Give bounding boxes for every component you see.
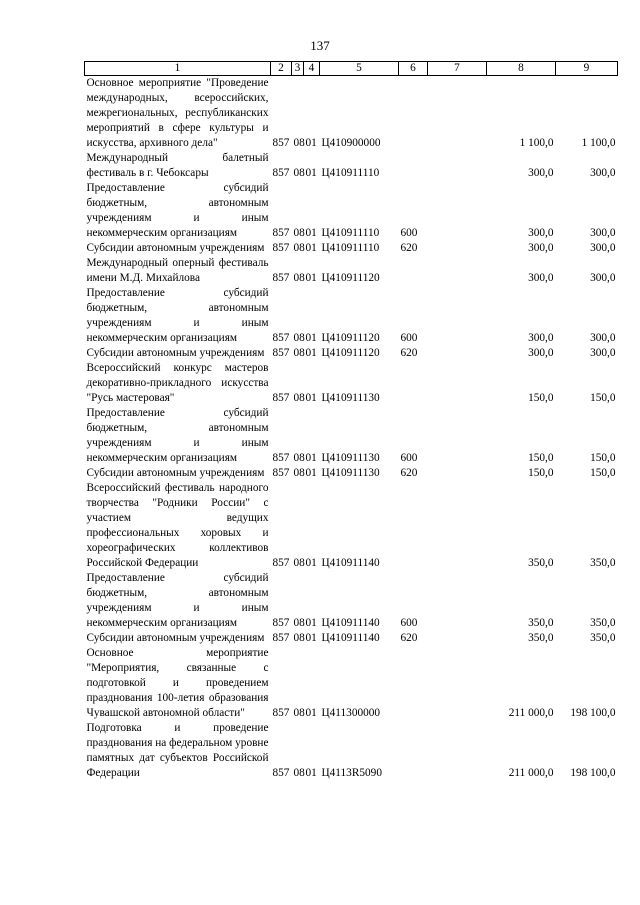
row-col7	[428, 721, 487, 781]
row-target-article: Ц410911120	[321, 347, 380, 359]
row-expense-type: 620	[400, 347, 418, 359]
row-ministry-code: 857	[272, 332, 290, 344]
row-subsection-code: 01	[305, 272, 317, 284]
row-amount-8: 350,0	[528, 632, 554, 644]
header-cell-1: 1	[85, 62, 271, 76]
row-amount-9: 300,0	[590, 347, 616, 359]
row-amount-9: 1 100,0	[581, 137, 616, 149]
table-row	[85, 346, 618, 361]
row-col7	[428, 571, 487, 631]
table-row	[85, 256, 618, 286]
row-amount-8: 300,0	[528, 227, 554, 239]
row-ministry-code: 857	[272, 767, 290, 779]
row-subsection-code: 01	[305, 242, 317, 254]
table-header	[85, 62, 618, 76]
row-section-code: 08	[293, 227, 305, 239]
row-ministry-code: 857	[272, 227, 290, 239]
row-amount-9: 300,0	[590, 272, 616, 284]
page-number: 137	[310, 38, 330, 53]
row-col7	[428, 346, 487, 361]
table-row	[85, 286, 618, 346]
row-ministry-code: 857	[272, 167, 290, 179]
row-expense-type	[399, 646, 428, 721]
row-subsection-code: 01	[305, 347, 317, 359]
row-subsection-code: 01	[305, 707, 317, 719]
header-cell-5: 5	[320, 62, 399, 76]
row-name: Субсидии автономным учреждениям	[86, 467, 265, 479]
table-row	[85, 646, 618, 721]
row-ministry-code: 857	[272, 707, 290, 719]
row-amount-9: 150,0	[590, 467, 616, 479]
row-section-code: 08	[293, 347, 305, 359]
row-target-article: Ц411300000	[321, 707, 381, 719]
header-cell-9: 9	[556, 62, 618, 76]
table-row	[85, 406, 618, 466]
table-row	[85, 181, 618, 241]
row-expense-type: 620	[400, 632, 418, 644]
row-name: Подготовка и проведение празднования на федеральном уровне памятных дат субъектов Российской Федерации	[86, 722, 269, 779]
header-cell-4: 4	[304, 62, 320, 76]
row-ministry-code: 857	[272, 617, 290, 629]
row-col7	[428, 286, 487, 346]
row-expense-type: 600	[400, 452, 418, 464]
row-ministry-code: 857	[272, 272, 290, 284]
row-name: Основное мероприятие "Проведение международных, всероссийских, межрегиональных, республиканских мероприятий в сфере культуры и искусства, архивного дела"	[86, 77, 269, 149]
row-amount-8: 350,0	[528, 557, 554, 569]
row-ministry-code: 857	[272, 452, 290, 464]
row-expense-type	[399, 151, 428, 181]
row-amount-9: 198 100,0	[570, 767, 616, 779]
row-col7	[428, 256, 487, 286]
row-amount-8: 211 000,0	[508, 707, 554, 719]
row-amount-8: 150,0	[528, 392, 554, 404]
row-name: Всероссийский фестиваль народного творчества "Родники России" с участием ведущих профессиональных хоровых и хореографических коллективов Российской Федерации	[86, 482, 269, 569]
row-target-article: Ц410911140	[321, 617, 380, 629]
row-amount-9: 350,0	[590, 617, 616, 629]
row-expense-type: 600	[400, 227, 418, 239]
row-section-code: 08	[293, 272, 305, 284]
row-col7	[428, 181, 487, 241]
row-expense-type	[399, 481, 428, 571]
row-col7	[428, 406, 487, 466]
row-section-code: 08	[293, 452, 305, 464]
row-ministry-code: 857	[272, 467, 290, 479]
row-ministry-code: 857	[272, 392, 290, 404]
row-subsection-code: 01	[305, 467, 317, 479]
row-name: Международный оперный фестиваль имени М.Д. Михайлова	[86, 257, 269, 284]
row-col7	[428, 361, 487, 406]
row-expense-type: 620	[400, 467, 418, 479]
row-col7	[428, 466, 487, 481]
row-target-article: Ц4113R5090	[321, 767, 382, 779]
table-row	[85, 361, 618, 406]
header-cell-6: 6	[399, 62, 428, 76]
row-amount-9: 150,0	[590, 452, 616, 464]
row-amount-8: 300,0	[528, 242, 554, 254]
row-expense-type	[399, 76, 428, 152]
row-section-code: 08	[293, 467, 305, 479]
row-section-code: 08	[293, 707, 305, 719]
row-subsection-code: 01	[305, 167, 317, 179]
table-row	[85, 151, 618, 181]
row-subsection-code: 01	[305, 767, 317, 779]
row-amount-9: 300,0	[590, 167, 616, 179]
row-target-article: Ц410911110	[321, 167, 380, 179]
row-ministry-code: 857	[272, 557, 290, 569]
row-expense-type: 620	[400, 242, 418, 254]
row-section-code: 08	[293, 632, 305, 644]
row-subsection-code: 01	[305, 227, 317, 239]
row-amount-9: 300,0	[590, 242, 616, 254]
row-name: Субсидии автономным учреждениям	[86, 347, 265, 359]
row-col7	[428, 481, 487, 571]
row-amount-9: 300,0	[590, 332, 616, 344]
row-expense-type	[399, 361, 428, 406]
row-amount-9: 150,0	[590, 392, 616, 404]
row-col7	[428, 241, 487, 256]
row-name: Предоставление субсидий бюджетным, автономным учреждениям и иным некоммерческим организациям	[86, 572, 269, 629]
row-target-article: Ц410911120	[321, 332, 380, 344]
table-row	[85, 721, 618, 781]
row-name: Всероссийский конкурс мастеров декоративно-прикладного искусства "Русь мастеровая"	[86, 362, 269, 404]
row-ministry-code: 857	[272, 347, 290, 359]
row-target-article: Ц410911140	[321, 557, 380, 569]
row-subsection-code: 01	[305, 557, 317, 569]
row-expense-type: 600	[400, 332, 418, 344]
row-section-code: 08	[293, 167, 305, 179]
row-section-code: 08	[293, 767, 305, 779]
row-expense-type	[399, 256, 428, 286]
row-amount-9: 350,0	[590, 557, 616, 569]
row-col7	[428, 76, 487, 152]
row-amount-8: 300,0	[528, 272, 554, 284]
header-cell-7: 7	[428, 62, 487, 76]
row-subsection-code: 01	[305, 137, 317, 149]
row-target-article: Ц410911110	[321, 242, 380, 254]
row-section-code: 08	[293, 392, 305, 404]
budget-table	[84, 61, 618, 781]
row-amount-8: 1 100,0	[519, 137, 554, 149]
table-row	[85, 631, 618, 646]
row-target-article: Ц410911110	[321, 227, 380, 239]
row-target-article: Ц410911130	[321, 452, 380, 464]
row-target-article: Ц410911120	[321, 272, 380, 284]
row-section-code: 08	[293, 557, 305, 569]
row-amount-8: 211 000,0	[508, 767, 554, 779]
row-section-code: 08	[293, 242, 305, 254]
row-ministry-code: 857	[272, 242, 290, 254]
row-target-article: Ц410911140	[321, 632, 380, 644]
row-amount-9: 350,0	[590, 632, 616, 644]
row-amount-9: 300,0	[590, 227, 616, 239]
row-amount-8: 300,0	[528, 347, 554, 359]
row-subsection-code: 01	[305, 392, 317, 404]
header-cell-3: 3	[292, 62, 304, 76]
row-amount-9: 198 100,0	[570, 707, 616, 719]
header-cell-8: 8	[487, 62, 556, 76]
row-name: Предоставление субсидий бюджетным, автономным учреждениям и иным некоммерческим организациям	[86, 407, 269, 464]
row-subsection-code: 01	[305, 452, 317, 464]
row-amount-8: 350,0	[528, 617, 554, 629]
row-col7	[428, 631, 487, 646]
row-ministry-code: 857	[272, 632, 290, 644]
row-amount-8: 150,0	[528, 452, 554, 464]
row-amount-8: 300,0	[528, 167, 554, 179]
row-col7	[428, 151, 487, 181]
table-row	[85, 76, 618, 152]
row-name: Субсидии автономным учреждениям	[86, 242, 265, 254]
row-amount-8: 300,0	[528, 332, 554, 344]
row-target-article: Ц410900000	[321, 137, 381, 149]
row-col7	[428, 646, 487, 721]
header-cell-2: 2	[271, 62, 292, 76]
row-section-code: 08	[293, 137, 305, 149]
row-amount-8: 150,0	[528, 467, 554, 479]
row-subsection-code: 01	[305, 617, 317, 629]
table-row	[85, 466, 618, 481]
row-ministry-code: 857	[272, 137, 290, 149]
table-row	[85, 481, 618, 571]
row-name: Субсидии автономным учреждениям	[86, 632, 265, 644]
row-target-article: Ц410911130	[321, 467, 380, 479]
row-name: Международный балетный фестиваль в г. Чебоксары	[86, 152, 269, 179]
row-name: Предоставление субсидий бюджетным, автономным учреждениям и иным некоммерческим организациям	[86, 182, 269, 239]
row-name: Основное мероприятие "Мероприятия, связанные с подготовкой и проведением празднования 100-летия образования Чувашской автономной области"	[86, 647, 269, 719]
row-subsection-code: 01	[305, 332, 317, 344]
row-expense-type	[399, 721, 428, 781]
row-subsection-code: 01	[305, 632, 317, 644]
row-name: Предоставление субсидий бюджетным, автономным учреждениям и иным некоммерческим организациям	[86, 287, 269, 344]
table-row	[85, 571, 618, 631]
row-expense-type: 600	[400, 617, 418, 629]
table-row	[85, 241, 618, 256]
table-body	[85, 76, 618, 782]
row-target-article: Ц410911130	[321, 392, 380, 404]
row-section-code: 08	[293, 617, 305, 629]
row-section-code: 08	[293, 332, 305, 344]
